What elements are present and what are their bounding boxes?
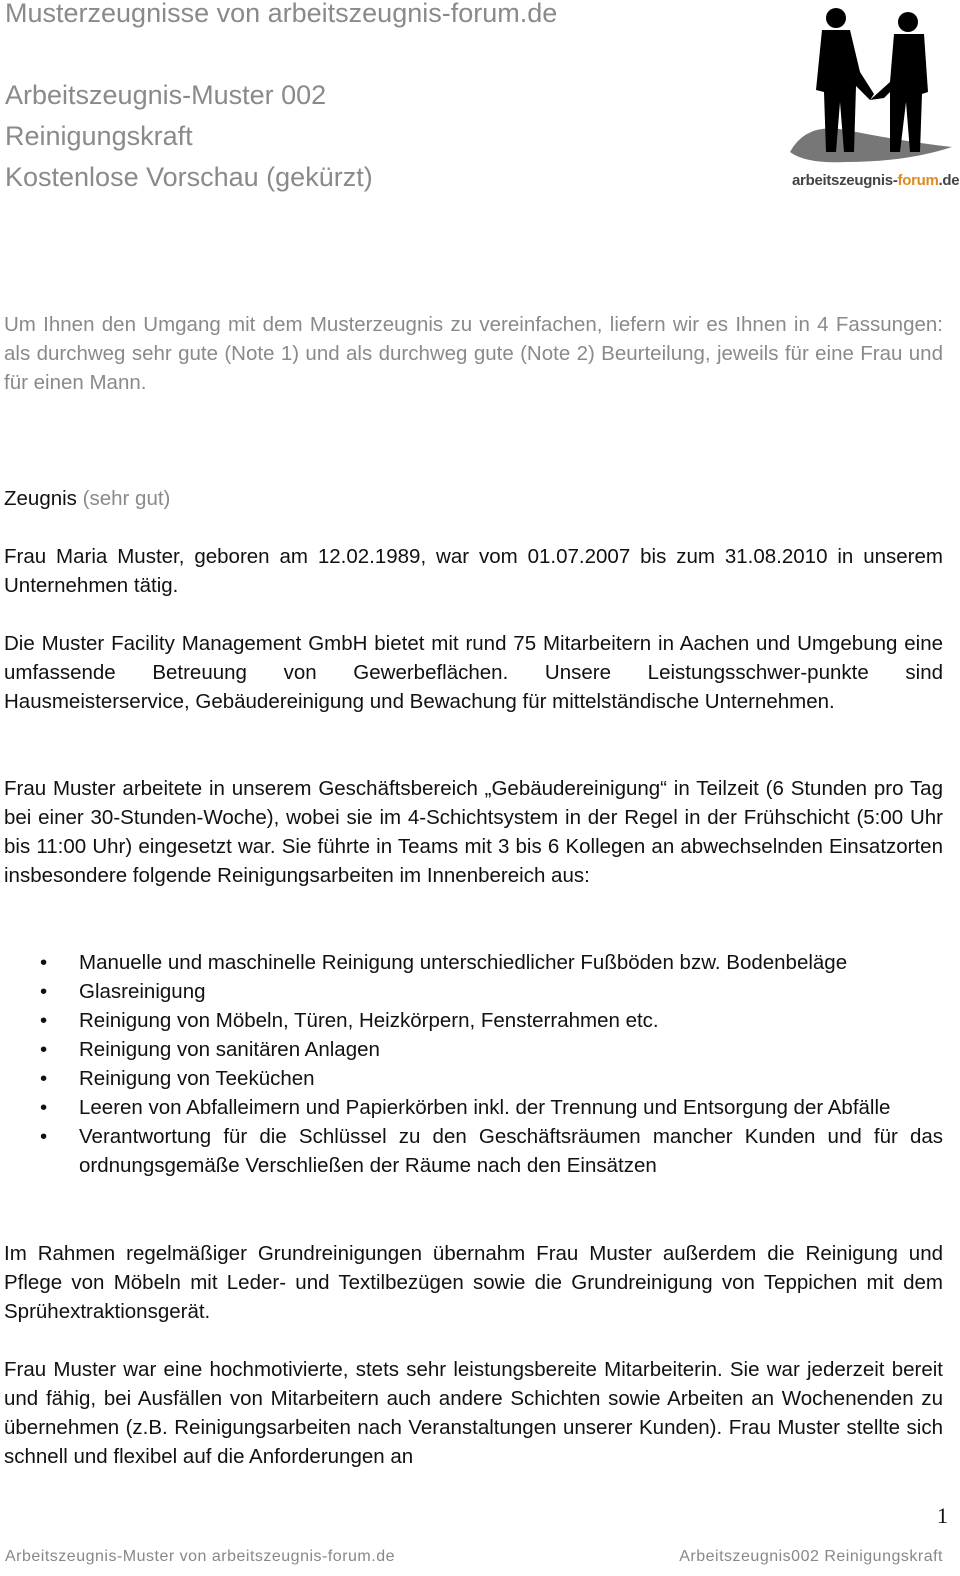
task-list: [4, 948, 943, 1180]
footer-left: Arbeitszeugnis-Muster von arbeitszeugnis-forum.de: [5, 1548, 395, 1565]
site-title: Musterzeugnisse von arbeitszeugnis-forum.de: [5, 0, 558, 28]
page-number: 1: [937, 1503, 948, 1528]
paragraph: Frau Maria Muster, geboren am 12.02.1989, war vom 01.07.2007 bis zum 31.08.2010 in unserem Unternehmen tätig.: [4, 545, 943, 597]
paragraph: Die Muster Facility Management GmbH bietet mit rund 75 Mitarbeitern in Aachen und Umgebung eine umfassende Betreuung von Gewerbeflächen. Unsere Leistungsschwer-punkte sind Hausmeisterservice, Gebäudereinigung und Bewachung für mittelständische Unternehmen.: [4, 632, 943, 713]
paragraph: Im Rahmen regelmäßiger Grundreinigungen übernahm Frau Muster außerdem die Reinigung und Pflege von Möbeln mit Leder- und Textilbezügen sowie die Grundreinigung von Teppichen mit dem Sprühextraktionsgerät.: [4, 1242, 943, 1323]
preview-label: Kostenlose Vorschau (gekürzt): [5, 162, 373, 192]
handshake-logo-icon: [786, 2, 956, 172]
list-item: • Leeren von Abfalleimern und Papierkörben inkl. der Trennung und Entsorgung der Abfälle: [4, 1093, 943, 1122]
list-item: • Reinigung von sanitären Anlagen: [4, 1035, 943, 1064]
paragraph: Frau Muster war eine hochmotivierte, stets sehr leistungsbereite Mitarbeiterin. Sie war jederzeit bereit und fähig, bei Ausfällen von Mitarbeitern auch andere Schichten sowie Arbeiten an Wochenenden zu übernehmen (z.B. Reinigungsarbeiten nach Veranstaltungen unserer Kunden). Frau Muster stellte sich schnell und flexibel auf die Anforderungen an: [4, 1358, 943, 1468]
section-heading: Zeugnis (sehr gut): [4, 487, 171, 510]
paragraph: Frau Muster arbeitete in unserem Geschäftsbereich „Gebäudereinigung“ in Teilzeit (6 Stunden pro Tag bei einer 30-Stunden-Woche), wobei sie im 4-Schichtsystem in der Regel in der Frühschicht (5:00 Uhr bis 11:00 Uhr) eingesetzt war. Sie führte in Teams mit 3 bis 6 Kollegen an abwechselnden Einsatzorten insbesondere folgende Reinigungsarbeiten im Innenbereich aus:: [4, 777, 943, 887]
footer-right: Arbeitszeugnis002 Reinigungskraft: [679, 1548, 943, 1565]
job-title: Reinigungskraft: [5, 121, 193, 151]
document-title: Arbeitszeugnis-Muster 002: [5, 80, 327, 110]
list-item: • Verantwortung für die Schlüssel zu den Geschäftsräumen mancher Kunden und für das ordnungsgemäße Verschließen der Räume nach den Einsätzen: [4, 1122, 943, 1180]
logo-text: arbeitszeugnis-forum.de: [792, 172, 960, 189]
logo: [786, 2, 960, 197]
list-item: • Reinigung von Möbeln, Türen, Heizkörpern, Fensterrahmen etc.: [4, 1006, 943, 1035]
list-item: • Manuelle und maschinelle Reinigung unterschiedlicher Fußböden bzw. Bodenbeläge: [4, 948, 943, 977]
intro-text: Um Ihnen den Umgang mit dem Musterzeugnis zu vereinfachen, liefern wir es Ihnen in 4 Fassungen: als durchweg sehr gute (Note 1) und als durchweg gute (Note 2) Beurteilung, jeweils für eine Frau und für einen Mann.: [4, 313, 943, 394]
list-item: • Glasreinigung: [4, 977, 943, 1006]
list-item: • Reinigung von Teeküchen: [4, 1064, 943, 1093]
